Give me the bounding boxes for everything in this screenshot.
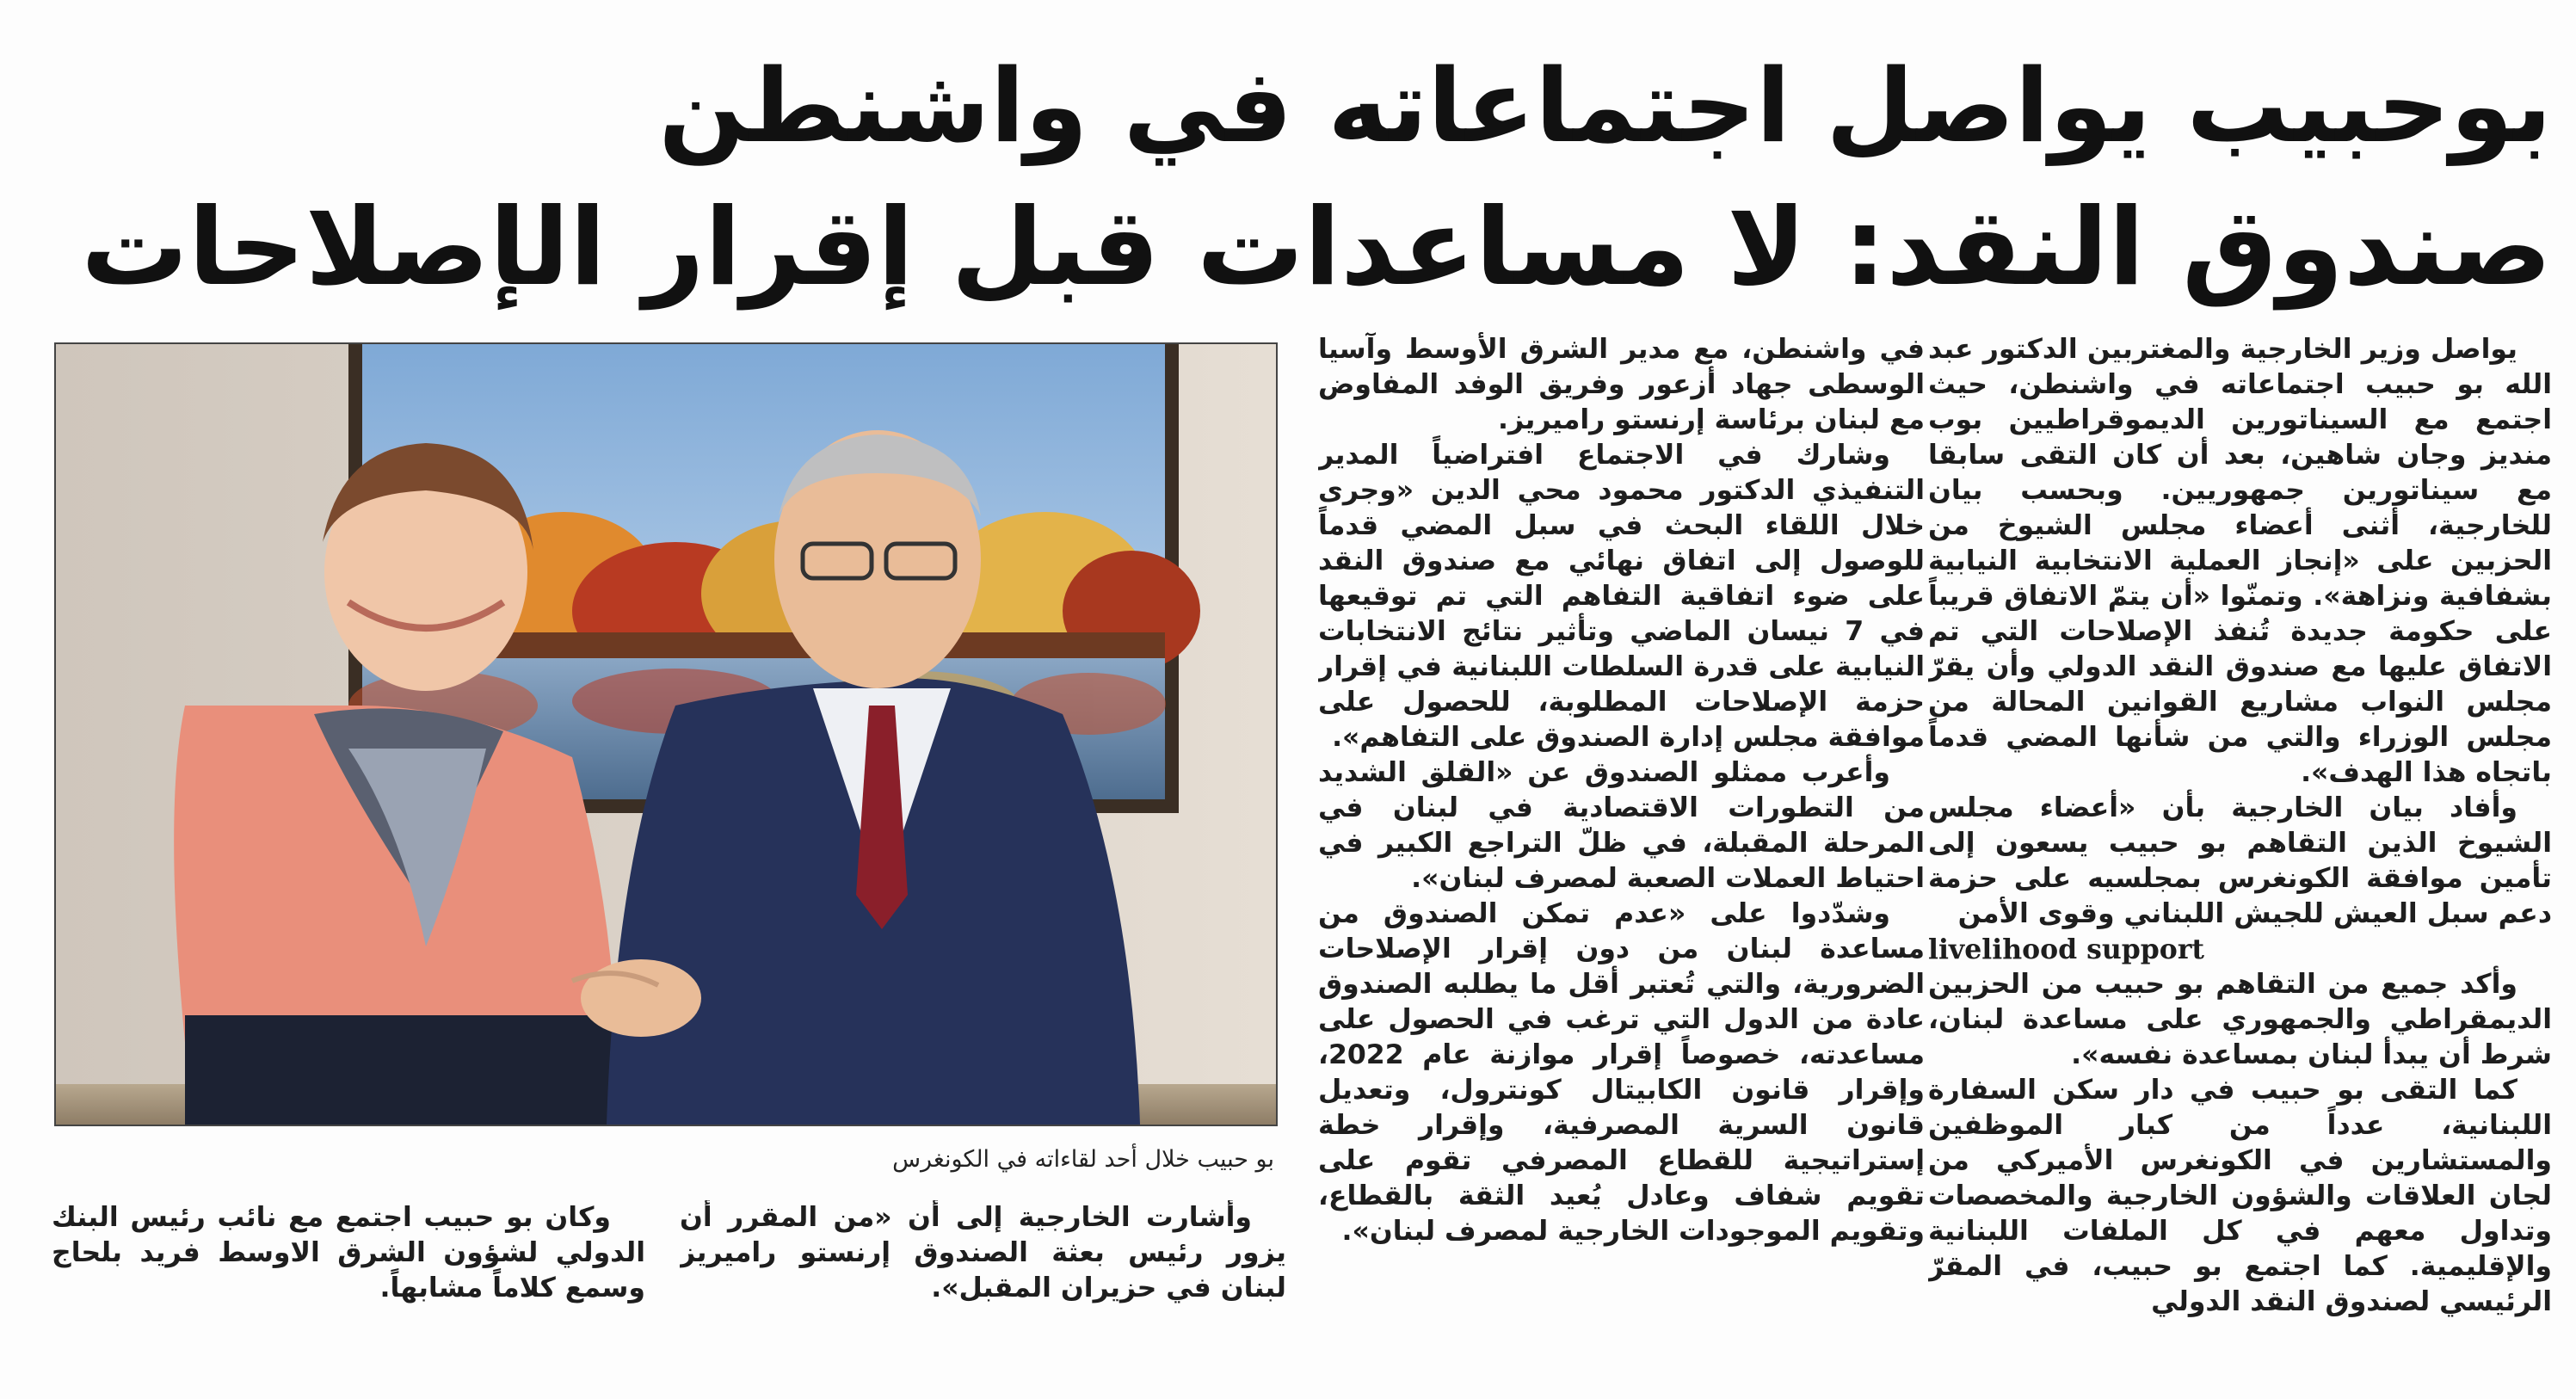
article-column-2 <box>1318 332 1925 1382</box>
article-paragraph: وأعرب ممثلو الصندوق عن «القلق الشديد من التطورات الاقتصادية في لبنان في المرحلة المقبلة، في ظلّ التراجع الكبير في احتياط العملات الصعبة لمصرف لبنان». <box>1318 757 1925 894</box>
article-column-4 <box>52 1200 645 1381</box>
article-latin-term: livelihood support <box>1928 934 2204 965</box>
headline-line-1: بوحبيب يواصل اجتماعاته في واشنطن <box>658 46 2552 165</box>
article-column-3 <box>680 1200 1286 1381</box>
article-paragraph: وأكد جميع من التقاهم بو حبيب من الحزبين الديمقراطي والجمهوري على مساعدة لبنان، شرط أن يبدأ لبنان بمساعدة نفسه». <box>1928 969 2552 1070</box>
article-paragraph: وشارك في الاجتماع افتراضياً المدير التنفيذي الدكتور محمود محي الدين «وجرى خلال اللقاء البحث في سبل المضي قدماً للوصول إلى اتفاق نهائي مع صندوق النقد على ضوء اتفاقية التفاهم التي تم توقيعها في 7 نيسان الماضي وتأثير نتائج الانتخابات النيابية على قدرة السلطات اللبنانية في إقرار حزمة الإصلاحات المطلوبة، للحصول على موافقة مجلس إدارة الصندوق على التفاهم». <box>1318 440 1925 753</box>
article-paragraph: وأفاد بيان الخارجية بأن «أعضاء مجلس الشيوخ الذين التقاهم بو حبيب يسعون إلى تأمين موافقة الكونغرس بمجلسيه على حزمة دعم سبل العيش للجيش اللبناني وقوى الأمن <box>1928 792 2552 929</box>
article-photo <box>54 342 1278 1126</box>
article-paragraph: وشدّدوا على «عدم تمكن الصندوق من مساعدة لبنان من دون إقرار الإصلاحات الضرورية، والتي تُعتبر أقل ما يطلبه الصندوق عادة من الدول التي ترغب في الحصول على مساعدته، خصوصاً إقرار موازنة عام 2022، وإقرار قانون الكابيتال كونترول، وتعديل قانون السرية المصرفية، وإقرار خطة إستراتيجية للقطاع المصرفي تقوم على تقويم شفاف وعادل يُعيد الثقة بالقطاع، وتقويم الموجودات الخارجية لمصرف لبنان». <box>1318 898 1925 1247</box>
article-paragraph: وأشارت الخارجية إلى أن «من المقرر أن يزور رئيس بعثة الصندوق إرنستو راميريز لبنان في حزيران المقبل». <box>680 1202 1286 1303</box>
article-paragraph: كما التقى بو حبيب في دار سكن السفارة اللبنانية، عدداً من كبار الموظفين والمستشارين في الكونغرس الأميركي من لجان العلاقات والشؤون الخارجية والمخصصات وتداول معهم في كل الملفات اللبنانية والإقليمية. كما اجتمع بو حبيب، في المقرّ الرئيسي لصندوق النقد الدولي <box>1928 1075 2552 1317</box>
photo-illustration <box>56 344 1276 1125</box>
headline-line-2: صندوق النقد: لا مساعدات قبل إقرار الإصلاحات <box>81 186 2552 310</box>
article-column-1 <box>1928 332 2552 1382</box>
photo-caption: بو حبيب خلال أحد لقاءاته في الكونغرس <box>892 1146 1274 1173</box>
article-paragraph: في واشنطن، مع مدير الشرق الأوسط وآسيا الوسطى جهاد أزعور وفريق الوفد المفاوض مع لبنان برئاسة إرنستو راميريز. <box>1318 334 1925 435</box>
article-paragraph: يواصل وزير الخارجية والمغتربين الدكتور عبد الله بو حبيب اجتماعاته في واشنطن، حيث اجتمع مع السيناتورين الديموقراطيين بوب منديز وجان شاهين، بعد أن كان التقى سابقا مع سيناتورين جمهوريين. وبحسب بيان للخارجية، أثنى أعضاء مجلس الشيوخ من الحزبين على «إنجاز العملية الانتخابية النيابية بشفافية ونزاهة». وتمنّوا «أن يتمّ الاتفاق قريباً على حكومة جديدة تُنفذ الإصلاحات التي تم الاتفاق عليها مع صندوق النقد الدولي وأن يقرّ مجلس النواب مشاريع القوانين المحالة من مجلس الوزراء والتي من شأنها المضي قدماً باتجاه هذا الهدف». <box>1928 334 2552 788</box>
article-paragraph: وكان بو حبيب اجتمع مع نائب رئيس البنك الدولي لشؤون الشرق الاوسط فريد بلحاج وسمع كلاماً مشابهاً. <box>52 1202 645 1303</box>
